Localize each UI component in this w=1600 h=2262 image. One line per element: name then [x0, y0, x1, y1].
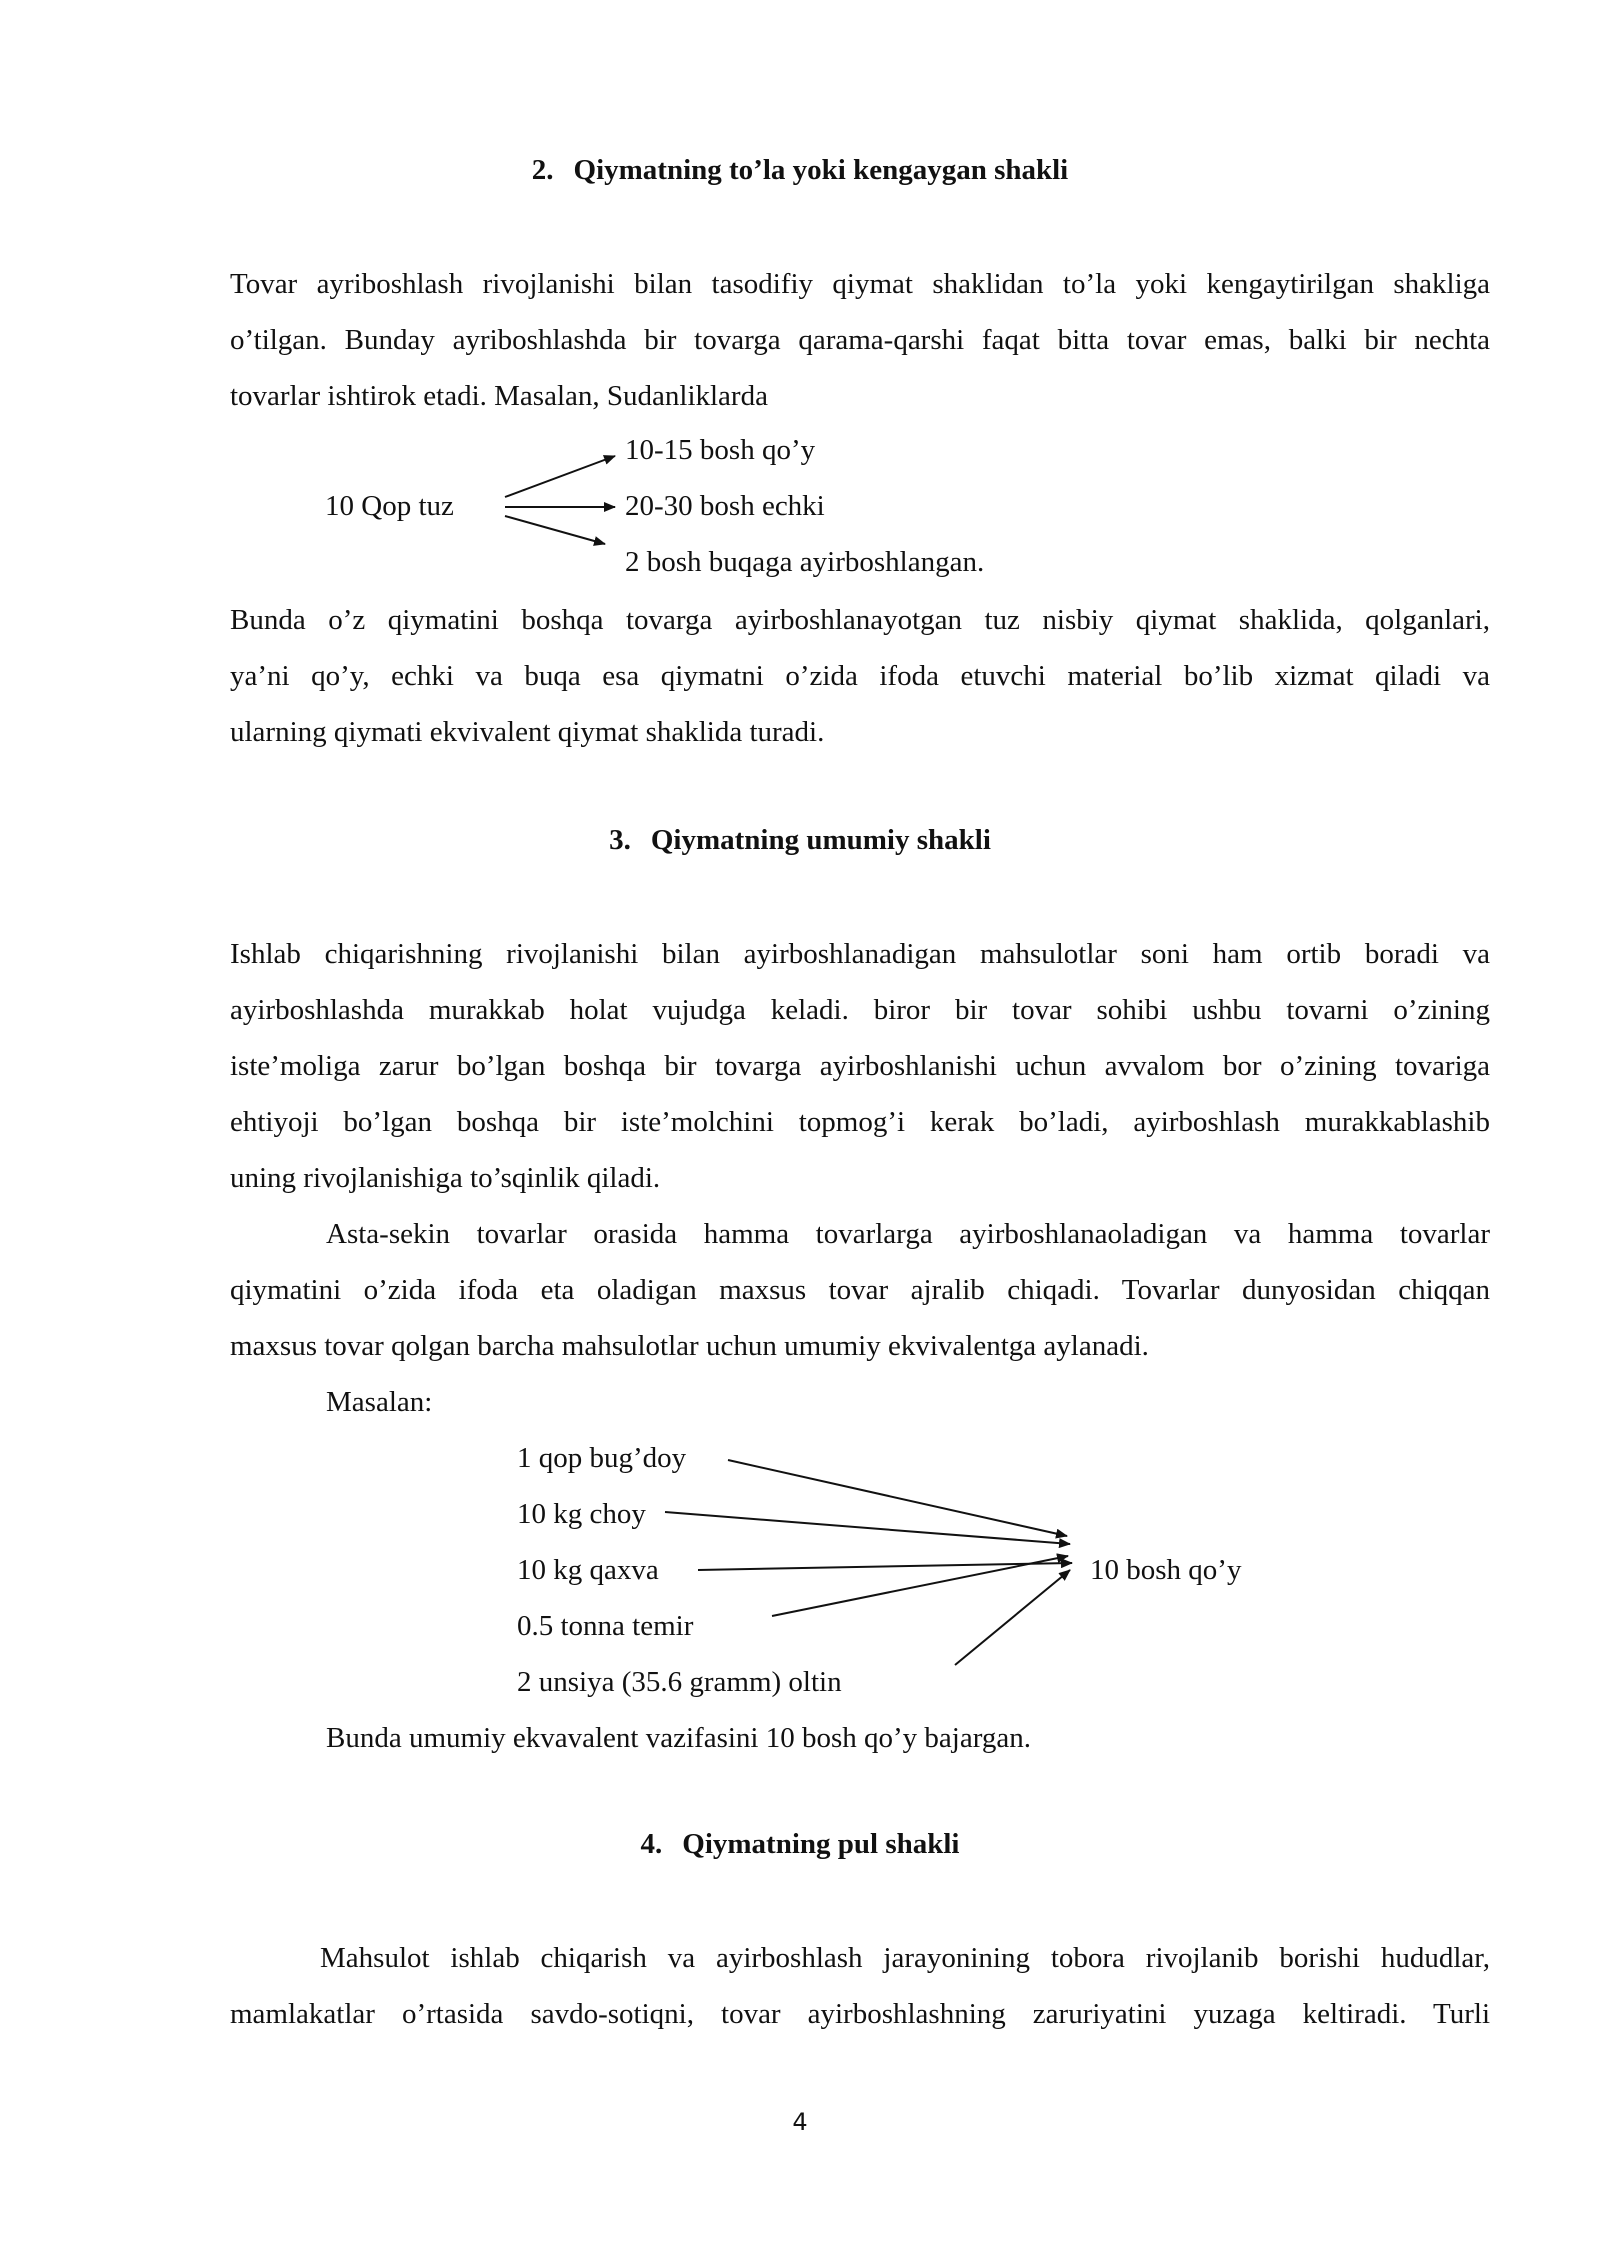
text-line: o’tilgan. Bunday ayriboshlashda bir tovarga qarama-qarshi faqat bitta tovar emas, balki bir nechta	[230, 324, 1490, 356]
section-3-title: Qiymatning umumiy shakli	[650, 824, 991, 856]
section-2-number: 2.	[531, 154, 554, 186]
section-3-number: 3.	[609, 824, 631, 856]
section-4-number: 4.	[640, 1828, 663, 1860]
example-label: Masalan:	[326, 1386, 433, 1418]
diagram1-source: 10 Qop tuz	[325, 490, 454, 522]
diagram2-source: 0.5 tonna temir	[517, 1610, 694, 1642]
text-line: Ishlab chiqarishning rivojlanishi bilan ayirboshlanadigan mahsulotlar soni ham ortib boradi va	[230, 938, 1490, 970]
diagram2-target: 10 bosh qo’y	[1090, 1554, 1242, 1586]
text-line: iste’moliga zarur bo’lgan boshqa bir tovarga ayirboshlanishi uchun avvalom bor o’zining tovariga	[230, 1050, 1490, 1082]
diagram1-target: 2 bosh buqaga ayirboshlangan.	[625, 546, 985, 578]
text-line: mamlakatlar o’rtasida savdo-sotiqni, tovar ayirboshlashning zaruriyatini yuzaga keltiradi. Turli	[230, 1998, 1490, 2030]
section-4-title: Qiymatning pul shakli	[682, 1828, 960, 1860]
text-line: ularning qiymati ekvivalent qiymat shaklida turadi.	[230, 716, 825, 748]
text-line: maxsus tovar qolgan barcha mahsulotlar uchun umumiy ekvivalentga aylanadi.	[230, 1330, 1149, 1362]
arrow-to-buqa	[505, 516, 605, 544]
arrow-from-oltin	[955, 1570, 1070, 1665]
diagram2-source: 1 qop bug’doy	[517, 1442, 687, 1474]
text-line: qiymatini o’zida ifoda eta oladigan maxsus tovar ajralib chiqadi. Tovarlar dunyosidan chiqqan	[230, 1274, 1490, 1306]
arrow-from-choy	[665, 1512, 1070, 1544]
arrow-to-qoy	[505, 456, 615, 497]
text-line: Bunda o’z qiymatini boshqa tovarga ayirboshlanayotgan tuz nisbiy qiymat shaklida, qolganlari,	[230, 604, 1490, 636]
diagram1-target: 10-15 bosh qo’y	[625, 434, 816, 466]
text-line: tovarlar ishtirok etadi. Masalan, Sudanliklarda	[230, 380, 768, 412]
diagram2-source: 10 kg qaxva	[517, 1554, 659, 1586]
text-line: ehtiyoji bo’lgan boshqa bir iste’molchini topmog’i kerak bo’ladi, ayirboshlash murakkablashib	[230, 1106, 1490, 1138]
diagram2-source: 2 unsiya (35.6 gramm) oltin	[517, 1666, 842, 1698]
text-line: Mahsulot ishlab chiqarish va ayirboshlash jarayonining tobora rivojlanib borishi hududlar,	[320, 1942, 1490, 1974]
text-line: ayirboshlashda murakkab holat vujudga keladi. biror bir tovar sohibi ushbu tovarni o’zining	[230, 994, 1490, 1026]
text-line: Asta-sekin tovarlar orasida hamma tovarlarga ayirboshlanaoladigan va hamma tovarlar	[326, 1218, 1490, 1250]
page-number: 4	[792, 2108, 808, 2136]
text-line: uning rivojlanishiga to’sqinlik qiladi.	[230, 1162, 661, 1194]
text-line: ya’ni qo’y, echki va buqa esa qiymatni o’zida ifoda etuvchi material bo’lib xizmat qiladi va	[230, 660, 1490, 692]
arrow-from-bugdoy	[728, 1460, 1067, 1536]
section-2-title: Qiymatning to’la yoki kengaygan shakli	[573, 154, 1069, 186]
diagram2-source: 10 kg choy	[517, 1498, 646, 1530]
text-line: Tovar ayriboshlash rivojlanishi bilan tasodifiy qiymat shaklidan to’la yoki kengaytirilgan shakliga	[230, 268, 1490, 300]
diagram1-target: 20-30 bosh echki	[625, 490, 825, 522]
section-3-conclusion: Bunda umumiy ekvavalent vazifasini 10 bosh qo’y bajargan.	[326, 1722, 1031, 1754]
